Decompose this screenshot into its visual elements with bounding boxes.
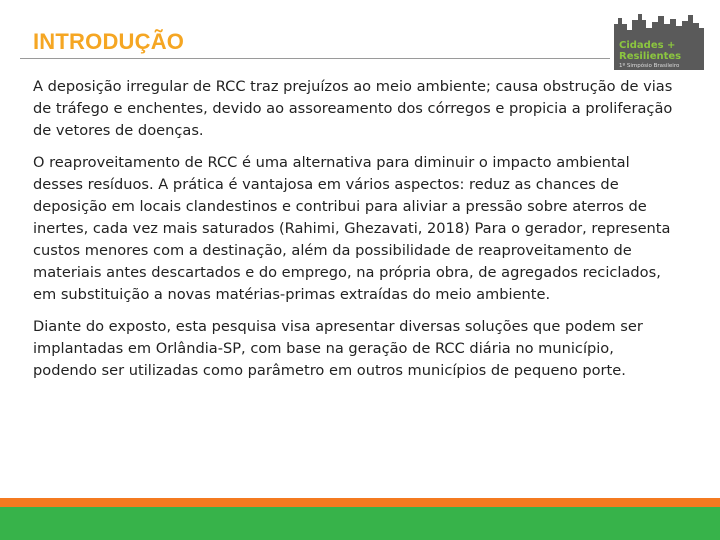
logo-graphic: [612, 10, 708, 70]
paragraph-1: A deposição irregular de RCC traz prejuízos ao meio ambiente; causa obstrução de vias de tráfego e enchentes, devido ao assoreamento dos córregos e propicia a proliferação de vetores de doenças.: [33, 78, 673, 139]
slide-body: [33, 76, 673, 392]
slide-title: INTRODUÇÃO: [33, 29, 185, 54]
paragraph-3: Diante do exposto, esta pesquisa visa apresentar diversas soluções que podem ser implantadas em Orlândia-SP, com base na geração de RCC diária no município, podendo ser utilizadas como parâmetro em outros municípios de pequeno porte.: [33, 318, 643, 379]
cidades-resilientes-logo: [612, 10, 708, 70]
logo-line2: Resilientes: [619, 51, 682, 62]
logo-line1: Cidades +: [619, 40, 676, 51]
footer-green-band: [0, 507, 720, 540]
title-underline: [20, 58, 610, 59]
footer-orange-stripe: [0, 498, 720, 507]
logo-line3: 1º Simpósio Brasileiro: [619, 63, 680, 69]
paragraph-2: O reaproveitamento de RCC é uma alternativa para diminuir o impacto ambiental desses resíduos. A prática é vantajosa em vários aspectos: reduz as chances de deposição em locais clandestinos e contribui para aliviar a pressão sobre aterros de inertes, cada vez mais saturados (Rahimi, Ghezavati, 2018) Para o gerador, representa custos menores com a destinação, além da possibilidade de reaproveitamento de materiais antes descartados e do emprego, na própria obra, de agregados reciclados, em substituição a novas matérias-primas extraídas do meio ambiente.: [33, 154, 671, 303]
